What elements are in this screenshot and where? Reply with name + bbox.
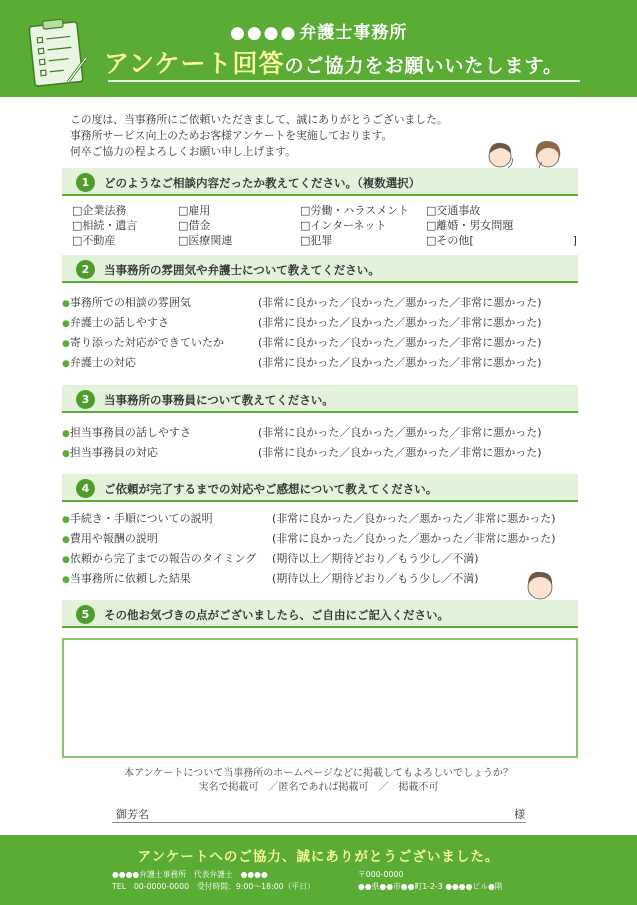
question-choices[interactable]: (期待以上／期待どおり／もう少し／不満) <box>272 572 479 585</box>
option-checkbox[interactable]: □その他[ ] <box>426 234 577 247</box>
bullet-icon: ● <box>62 299 70 309</box>
question-choices[interactable]: (非常に良かった／良かった／悪かった／非常に悪かった) <box>258 336 542 349</box>
option-checkbox[interactable]: □医療関連 <box>178 234 233 247</box>
question-choices[interactable]: (非常に良かった／良かった／悪かった／非常に悪かった) <box>272 532 556 545</box>
question-choices[interactable]: (非常に良かった／良かった／悪かった／非常に悪かった) <box>258 356 542 369</box>
option-checkbox[interactable]: □交通事故 <box>426 204 481 217</box>
option-checkbox[interactable]: □雇用 <box>178 204 211 217</box>
question-label: ●手続き・手順についての説明 <box>62 512 213 525</box>
section-title: その他お気づきの点がございましたら、ご自由にご記入ください。 <box>104 608 449 622</box>
option-checkbox[interactable]: □労働・ハラスメント <box>300 204 410 217</box>
question-label: ●事務所での相談の雰囲気 <box>62 296 191 309</box>
bullet-icon: ● <box>62 575 70 585</box>
question-choices[interactable]: (期待以上／期待どおり／もう少し／不満) <box>272 552 479 565</box>
option-checkbox[interactable]: □犯罪 <box>300 234 333 247</box>
question-label: ●依頼から完了までの報告のタイミング <box>62 552 257 565</box>
question-label: ●弁護士の話しやすさ <box>62 316 169 329</box>
bullet-icon: ● <box>62 339 70 349</box>
section-number: 2 <box>76 260 95 279</box>
question-label: ●担当事務員の話しやすさ <box>62 426 191 439</box>
clipboard-icon <box>28 18 90 88</box>
question-row <box>62 424 582 442</box>
bullet-icon: ● <box>62 359 70 369</box>
question-row <box>62 314 582 332</box>
option-checkbox[interactable]: □企業法務 <box>72 204 127 217</box>
footer-tel: TEL 00-0000-0000 受付時間：9:00～18:00（平日） <box>112 882 315 891</box>
section-title: ご依頼が完了するまでの対応やご感想について教えてください。 <box>104 482 438 496</box>
free-comment-box[interactable] <box>62 638 578 758</box>
section-title: どのようなご相談内容だったか教えてください。（複数選択） <box>104 176 421 190</box>
option-checkbox[interactable]: □インターネット <box>300 219 387 232</box>
question-row <box>62 334 582 352</box>
office-dots: ●●●● <box>230 23 298 43</box>
option-checkbox[interactable]: □離婚・男女問題 <box>426 219 514 232</box>
section-4-header <box>62 474 578 502</box>
footer-office: ●●●●弁護士事務所 代表弁護士 ●●●● <box>112 870 268 879</box>
section-1-header <box>62 168 578 196</box>
intro-text <box>70 112 448 160</box>
bullet-icon: ● <box>62 449 70 459</box>
section-2-header <box>62 255 578 283</box>
question-choices[interactable]: (非常に良かった／良かった／悪かった／非常に悪かった) <box>272 512 556 525</box>
office-name <box>230 18 407 43</box>
question-label: ●寄り添った対応ができていたか <box>62 336 224 349</box>
intro-line: 事務所サービス向上のためお客様アンケートを実施しております。 <box>70 129 393 142</box>
question-row <box>62 294 582 312</box>
option-checkbox[interactable]: □不動産 <box>72 234 116 247</box>
question-row <box>62 444 582 462</box>
question-row <box>62 550 582 568</box>
option-checkbox[interactable]: □借金 <box>178 219 211 232</box>
section-number: 5 <box>76 605 95 624</box>
section-number: 1 <box>76 173 95 192</box>
section-3-header <box>62 385 578 413</box>
bullet-icon: ● <box>62 535 70 545</box>
question-row <box>62 354 582 372</box>
question-label: ●当事務所に依頼した結果 <box>62 572 191 585</box>
title-rest: のご協力をお願いいたします。 <box>284 55 563 77</box>
footer-postal: 〒000-0000 <box>358 870 404 879</box>
question-row <box>62 510 582 528</box>
header-banner <box>0 0 637 97</box>
intro-line: この度は、当事務所にご依頼いただきまして、誠にありがとうございました。 <box>70 113 448 126</box>
section-number: 3 <box>76 390 95 409</box>
question-row <box>62 570 582 588</box>
bullet-icon: ● <box>62 429 70 439</box>
intro-line: 何卒ご協力の程よろしくお願い申し上げます。 <box>70 145 296 158</box>
bullet-icon: ● <box>62 319 70 329</box>
footer-thanks: アンケートへのご協力、誠にありがとうございました。 <box>137 849 500 865</box>
section-5-header <box>62 600 578 628</box>
footer-address: ●●県●●市●●町1-2-3 ●●●●ビル●階 <box>358 882 503 891</box>
section-title: 当事務所の雰囲気や弁護士について教えてください。 <box>104 263 380 277</box>
office-name-text: 弁護士事務所 <box>299 23 408 43</box>
section-number: 4 <box>76 479 95 498</box>
question-label: ●費用や報酬の説明 <box>62 532 158 545</box>
question-choices[interactable]: (非常に良かった／良かった／悪かった／非常に悪かった) <box>258 296 542 309</box>
permission-options[interactable]: 実名で掲載可 ／匿名であれば掲載可 ／ 掲載不可 <box>198 782 439 793</box>
footer-banner <box>0 835 637 905</box>
question-choices[interactable]: (非常に良かった／良かった／悪かった／非常に悪かった) <box>258 316 542 329</box>
permission-question: 本アンケートについて当事務所のホームページなどに掲載してもよろしいでしょうか？ <box>124 768 513 779</box>
question-label: ●担当事務員の対応 <box>62 446 158 459</box>
name-suffix: 様 <box>514 808 525 821</box>
question-row <box>62 530 582 548</box>
page-title <box>104 44 563 80</box>
option-checkbox[interactable]: □相続・遺言 <box>72 219 138 232</box>
name-label: 御芳名 <box>116 808 149 821</box>
question-label: ●弁護士の対応 <box>62 356 136 369</box>
question-choices[interactable]: (非常に良かった／良かった／悪かった／非常に悪かった) <box>258 446 542 459</box>
section-title: 当事務所の事務員について教えてください。 <box>104 393 334 407</box>
bullet-icon: ● <box>62 555 70 565</box>
title-underline <box>108 80 580 82</box>
title-highlight: アンケート回答 <box>104 49 285 78</box>
name-field[interactable] <box>112 822 526 823</box>
question-choices[interactable]: (非常に良かった／良かった／悪かった／非常に悪かった) <box>258 426 542 439</box>
bullet-icon: ● <box>62 515 70 525</box>
